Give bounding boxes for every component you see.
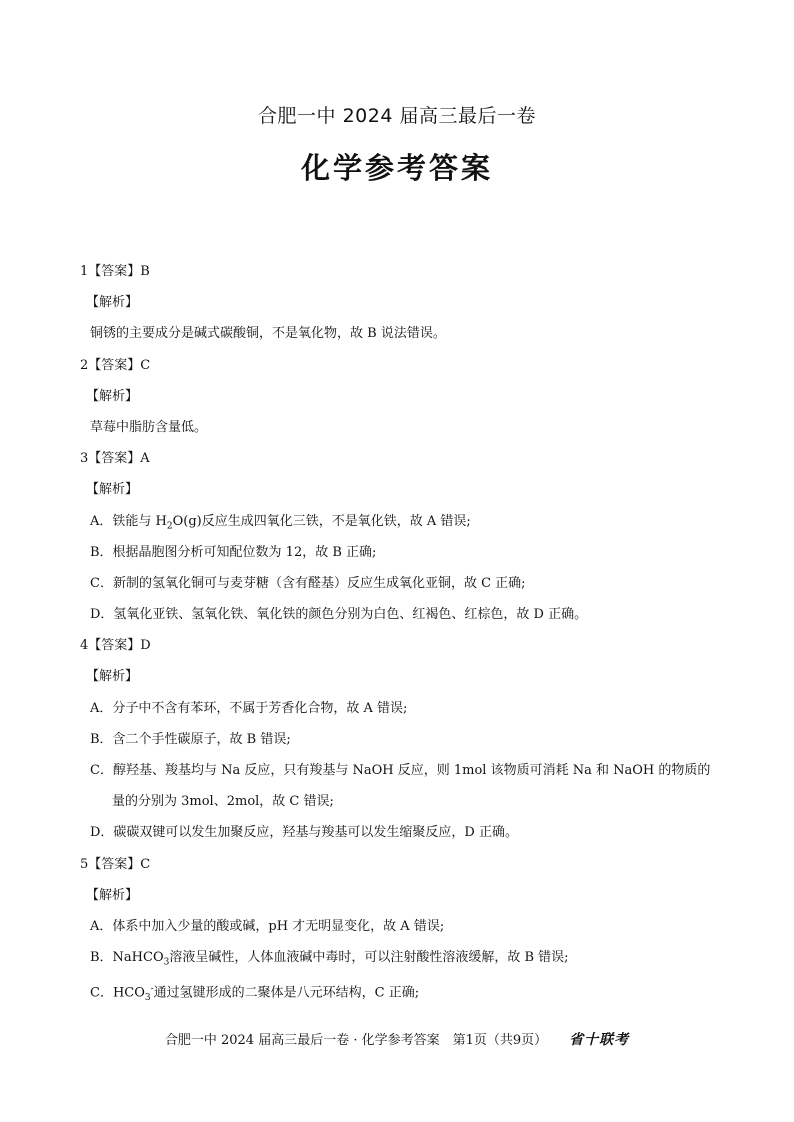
analysis-label-1: 【解析】 — [86, 295, 139, 311]
analysis-text-2: 草莓中脂肪含量低。 — [90, 419, 208, 435]
brand-logo-text: 省十联考 — [569, 1032, 630, 1048]
q5-option-b — [0, 949, 794, 980]
q3-option-b: B．根据晶胞图分析可知配位数为 12，故 B 正确; — [90, 544, 377, 560]
q5-option-c — [0, 980, 794, 1011]
q4-option-c-continued: 量的分别为 3mol、2mol，故 C 错误; — [112, 794, 334, 810]
analysis-text-1: 铜锈的主要成分是碱式碳酸铜，不是氧化物，故 B 说法错误。 — [90, 326, 446, 342]
q3-option-c: C．新制的氢氧化铜可与麦芽糖（含有醛基）反应生成氧化亚铜，故 C 正确; — [90, 575, 526, 591]
answer-1: 1【答案】B — [80, 264, 150, 279]
document-title: 化学参考答案 — [300, 151, 493, 185]
q3-option-a-pre: A．铁能与 H — [90, 513, 167, 529]
q3-option-a — [0, 513, 794, 544]
q3-option-a-sub: 2 — [166, 521, 173, 532]
answer-5: 5【答案】C — [80, 856, 151, 872]
page-footer — [0, 1029, 794, 1049]
analysis-label-2: 【解析】 — [86, 388, 139, 404]
q5-option-c-pre: C．HCO — [90, 985, 145, 1001]
footer-text: 合肥一中 2024 届高三最后一卷 · 化学参考答案 第1页（共9页） — [164, 1033, 548, 1048]
analysis-label-5: 【解析】 — [86, 887, 139, 903]
exam-subtitle: 合肥一中 2024 届高三最后一卷 — [258, 105, 536, 127]
q5-option-c-post: 通过氢键形成的二聚体是八元环结构，C 正确; — [153, 985, 420, 1001]
q5-option-b-post: 溶液呈碱性，人体血液碱中毒时，可以注射酸性溶液缓解，故 B 错误; — [169, 950, 569, 966]
analysis-label-4: 【解析】 — [86, 669, 139, 685]
q4-option-a: A．分子中不含有苯环，不属于芳香化合物，故 A 错误; — [90, 700, 408, 716]
analysis-label-3: 【解析】 — [86, 482, 139, 498]
answer-3: 3【答案】A — [80, 451, 150, 467]
q5-option-b-pre: B．NaHCO — [90, 950, 164, 966]
answer-content — [0, 263, 794, 1012]
q3-option-d: D．氢氧化亚铁、氢氧化铁、氧化铁的颜色分别为白色、红褐色、红棕色，故 D 正确。 — [90, 607, 588, 623]
answer-4: 4【答案】D — [80, 638, 151, 654]
q4-option-d: D．碳碳双键可以发生加聚反应，羟基与羧基可以发生缩聚反应，D 正确。 — [90, 825, 518, 841]
q3-option-a-post: O(g)反应生成四氧化三铁，不是氧化铁，故 A 错误; — [172, 513, 471, 529]
q5-option-c-sub: 3 — [144, 993, 151, 1004]
q5-option-a: A．体系中加入少量的酸或碱，pH 才无明显变化，故 A 错误; — [90, 918, 445, 934]
q5-option-c-sup: - — [150, 984, 154, 995]
answer-2: 2【答案】C — [80, 357, 151, 373]
q5-option-b-sub: 3 — [163, 957, 170, 968]
q4-option-b: B．含二个手性碳原子，故 B 错误; — [90, 731, 291, 747]
q4-option-c: C．醇羟基、羧基均与 Na 反应，只有羧基与 NaOH 反应，则 1mol 该物质可消耗 Na 和 NaOH 的物质的 — [90, 763, 711, 778]
